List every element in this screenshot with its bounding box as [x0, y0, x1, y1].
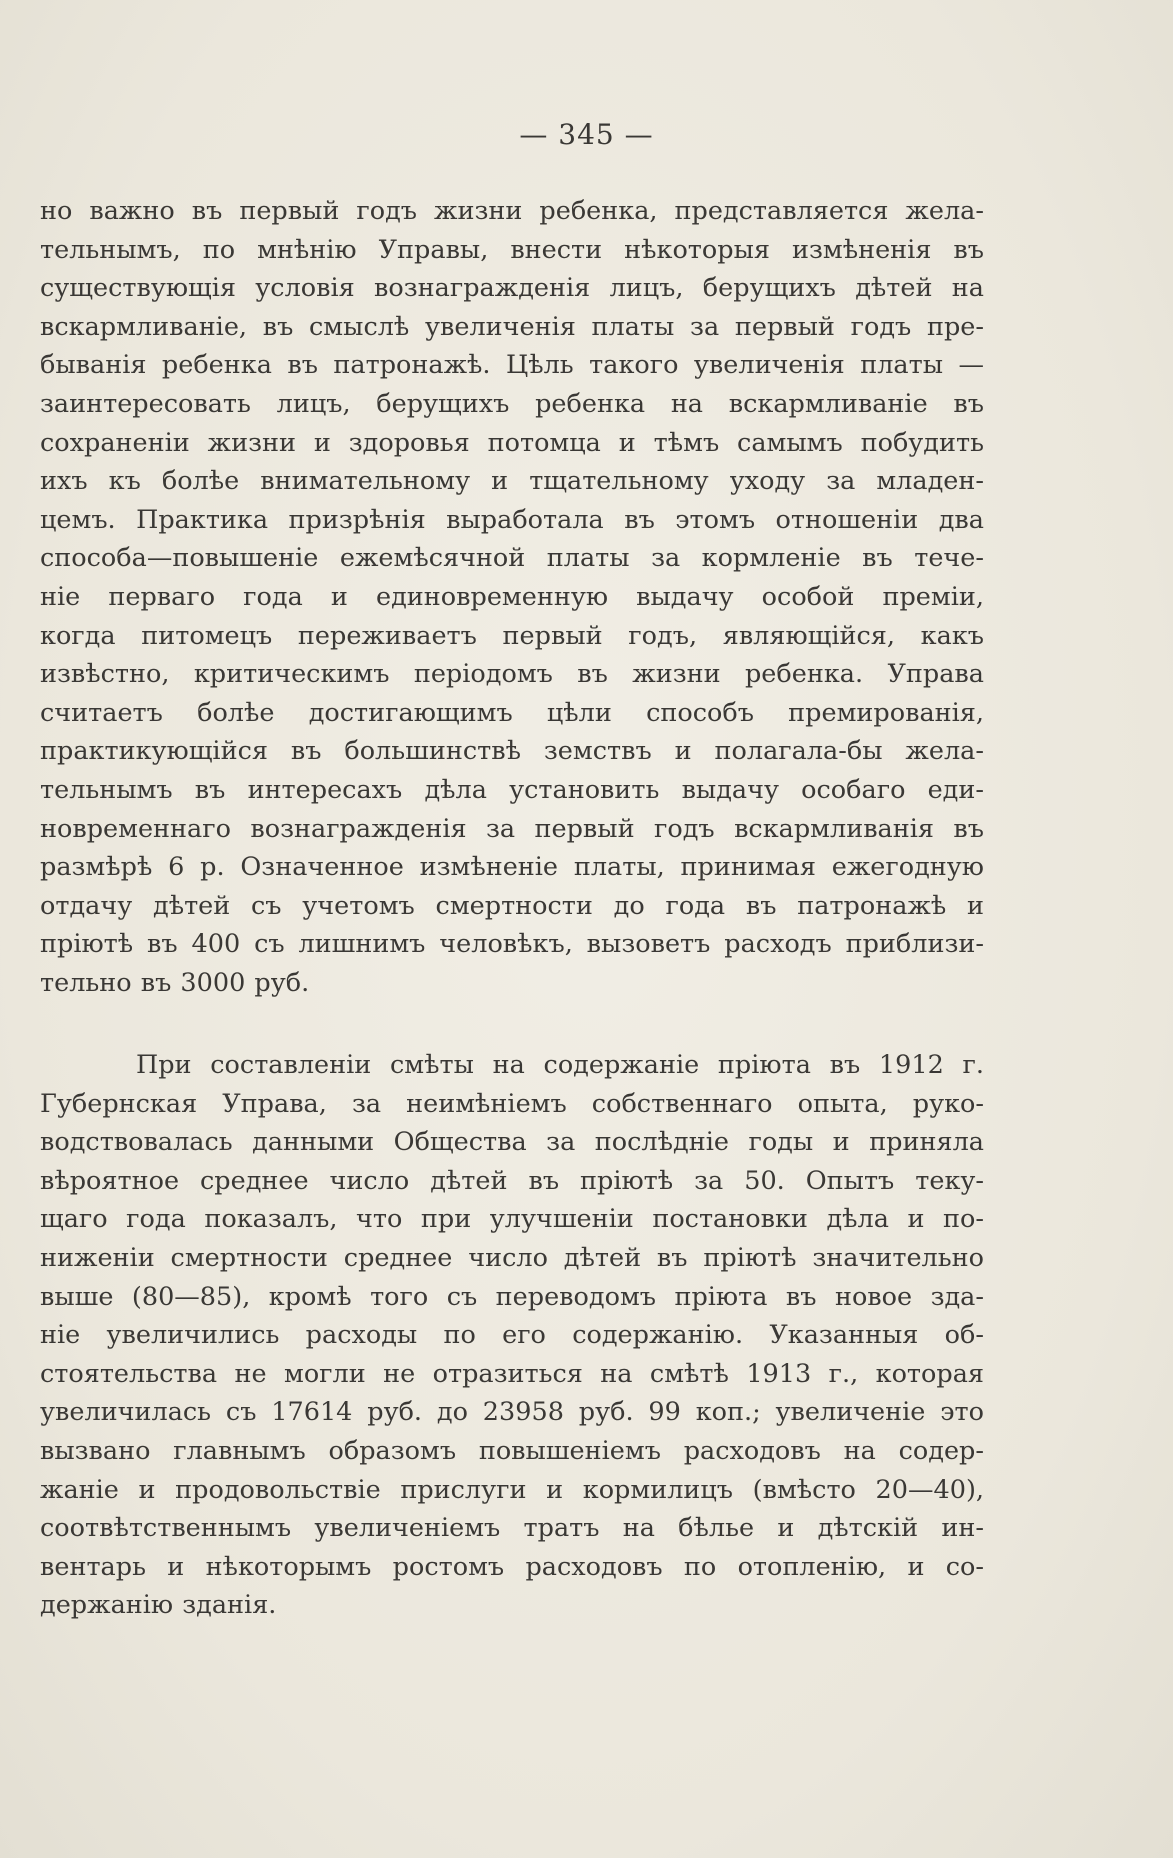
text-line: тельнымъ въ интересахъ дѣла установить выдачу особаго еди-	[40, 774, 984, 805]
text-line: вѣроятное среднее число дѣтей въ пріютѣ за 50. Опытъ теку-	[40, 1165, 984, 1196]
paragraph-1-text	[40, 192, 984, 1002]
paragraph-1	[40, 192, 984, 1002]
text-line: ниженіи смертности среднее число дѣтей въ пріютѣ значительно	[40, 1242, 984, 1273]
text-line: вентарь и нѣкоторымъ ростомъ расходовъ по отопленію, и со-	[40, 1551, 984, 1582]
text-line: способа—повышеніе ежемѣсячной платы за кормленіе въ тече-	[40, 543, 984, 574]
paragraph-2	[40, 1046, 984, 1625]
text-line: ніе увеличились расходы по его содержанію. Указанныя об-	[40, 1320, 984, 1351]
text-line: отдачу дѣтей съ учетомъ смертности до года въ патронажѣ и	[40, 890, 984, 921]
text-line: размѣрѣ 6 р. Означенное измѣненіе платы, принимая ежегодную	[40, 852, 984, 883]
text-line: щаго года показалъ, что при улучшеніи постановки дѣла и по-	[40, 1204, 984, 1235]
text-line: выше (80—85), кромѣ того съ переводомъ пріюта въ новое зда-	[40, 1281, 984, 1312]
text-line: ніе перваго года и единовременную выдачу особой преміи,	[40, 581, 984, 612]
page-number: — 345 —	[519, 118, 654, 151]
text-line: ихъ къ болѣе внимательному и тщательному уходу за младен-	[40, 466, 984, 497]
text-line: увеличилась съ 17614 руб. до 23958 руб. 99 коп.; увеличеніе это	[40, 1397, 984, 1428]
text-line: соотвѣтственнымъ увеличеніемъ тратъ на бѣлье и дѣтскій ин-	[40, 1513, 984, 1544]
text-line: стоятельства не могли не отразиться на смѣтѣ 1913 г., которая	[40, 1358, 984, 1389]
text-line: сохраненіи жизни и здоровья потомца и тѣмъ самымъ побудить	[40, 427, 984, 458]
text-line: тельно въ 3000 руб.	[40, 967, 310, 998]
text-line: существующія условія вознагражденія лицъ, берущихъ дѣтей на	[40, 273, 984, 304]
text-line: заинтересовать лицъ, берущихъ ребенка на вскармливаніе въ	[40, 388, 984, 419]
text-line: держанію зданія.	[40, 1590, 277, 1621]
text-line: тельнымъ, по мнѣнію Управы, внести нѣкоторыя измѣненія въ	[40, 234, 984, 265]
text-line: извѣстно, критическимъ періодомъ въ жизни ребенка. Управа	[40, 659, 984, 690]
text-line: когда питомецъ переживаетъ первый годъ, являющійся, какъ	[40, 620, 984, 651]
text-line: жаніе и продовольствіе прислуги и кормилицъ (вмѣсто 20—40),	[40, 1474, 984, 1505]
text-line: Губернская Управа, за неимѣніемъ собственнаго опыта, руко-	[40, 1088, 984, 1119]
text-line: быванія ребенка въ патронажѣ. Цѣль такого увеличенія платы —	[40, 350, 984, 381]
text-line: вскармливаніе, въ смыслѣ увеличенія платы за первый годъ пре-	[40, 311, 984, 342]
text-line: практикующійся въ большинствѣ земствъ и полагала-бы жела-	[40, 736, 984, 767]
text-line: водствовалась данными Общества за послѣдніе годы и приняла	[40, 1127, 984, 1158]
text-line: новременнаго вознагражденія за первый годъ вскармливанія въ	[40, 813, 984, 844]
text-line: При составленіи смѣты на содержаніе пріюта въ 1912 г.	[136, 1050, 984, 1080]
text-line: но важно въ первый годъ жизни ребенка, представляется жела-	[40, 196, 984, 226]
text-line: пріютѣ въ 400 съ лишнимъ человѣкъ, вызоветъ расходъ приблизи-	[40, 929, 984, 960]
paragraph-2-text	[40, 1046, 984, 1625]
text-line: цемъ. Практика призрѣнія выработала въ этомъ отношеніи два	[40, 504, 984, 535]
text-line: считаетъ болѣе достигающимъ цѣли способъ премированія,	[40, 697, 984, 728]
text-line: вызвано главнымъ образомъ повышеніемъ расходовъ на содер-	[40, 1435, 984, 1466]
